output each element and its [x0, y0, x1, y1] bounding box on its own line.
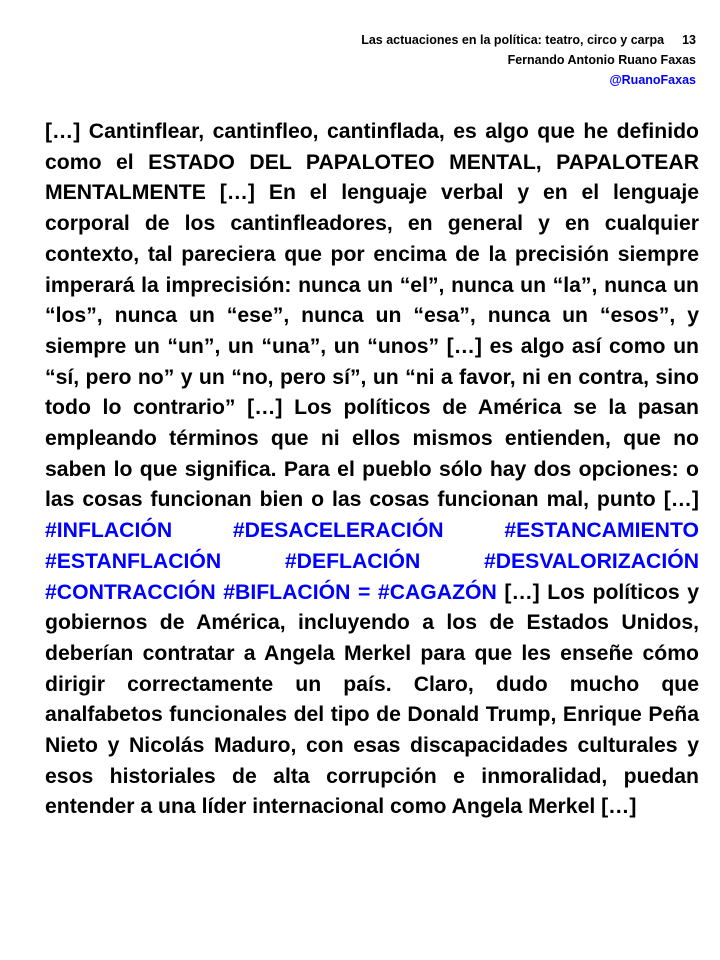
author-name: Fernando Antonio Ruano Faxas [507, 53, 696, 67]
hashtag-cagazon[interactable]: #CAGAZÓN [377, 580, 497, 604]
body-text-part2: […] Los políticos y gobiernos de América, incluyendo a los de Estados Unidos, deberían contratar a Angela Merkel para que les enseñe cómo dirigir correctamente un país. Claro, dudo mucho que analfabetos funcionales del tipo de Donald Trump, Enrique Peña Nieto y Nicolás Maduro, con esas discapacidades culturales y esos historiales de alta corrupción e inmoralidad, puedan entender a una líder internacional como Angela Merkel […] [45, 580, 699, 819]
page-number: 13 [682, 33, 696, 47]
hashtag-desaceleracion[interactable]: #DESACELERACIÓN [232, 519, 444, 543]
hashtag-biflacion[interactable]: #BIFLACIÓN [223, 580, 351, 604]
hashtag-contraccion[interactable]: #CONTRACCIÓN [45, 580, 216, 604]
body-text-part1: […] Cantinflear, cantinfleo, cantinflada, es algo que he definido como el ESTADO DEL PAPALOTEO MENTAL, PAPALOTEAR MENTALMENTE […] En el lenguaje verbal y en el lenguaje corporal de los cantinfleadores, en general y en cualquier contexto, tal pareciera que por encima de la precisión siempre imperará la imprecisión: nunca un “el”, nunca un “la”, nunca un “los”, nunca un “ese”, nunca un “esa”, nunca un “esos”, y siempre un “un”, un “una”, un “unos” […] es algo así como un “sí, pero no” y un “no, pero sí”, un “ni a favor, ni en contra, sino todo lo contrario” […] Los políticos de América se la pasan empleando términos que ni ellos mismos entienden, que no saben lo que significa. Para el pueblo sólo hay dos opciones: o las cosas funcionan bien o las cosas funcionan mal, punto […] [45, 120, 699, 512]
hashtag-desvalorizacion[interactable]: #DESVALORIZACIÓN [483, 549, 699, 573]
page-header [361, 30, 696, 90]
author-handle[interactable]: @RuanoFaxas [609, 73, 696, 87]
hashtag-inflacion[interactable]: #INFLACIÓN [45, 519, 173, 543]
hashtag-estancamiento[interactable]: #ESTANCAMIENTO [504, 519, 699, 543]
body-paragraph [45, 117, 699, 823]
equals-sign: = [357, 580, 371, 604]
hashtag-estanflacion[interactable]: #ESTANFLACIÓN [45, 549, 222, 573]
document-title: Las actuaciones en la política: teatro, circo y carpa [361, 33, 665, 47]
hashtag-deflacion[interactable]: #DEFLACIÓN [284, 549, 421, 573]
header-title-line [361, 30, 696, 50]
